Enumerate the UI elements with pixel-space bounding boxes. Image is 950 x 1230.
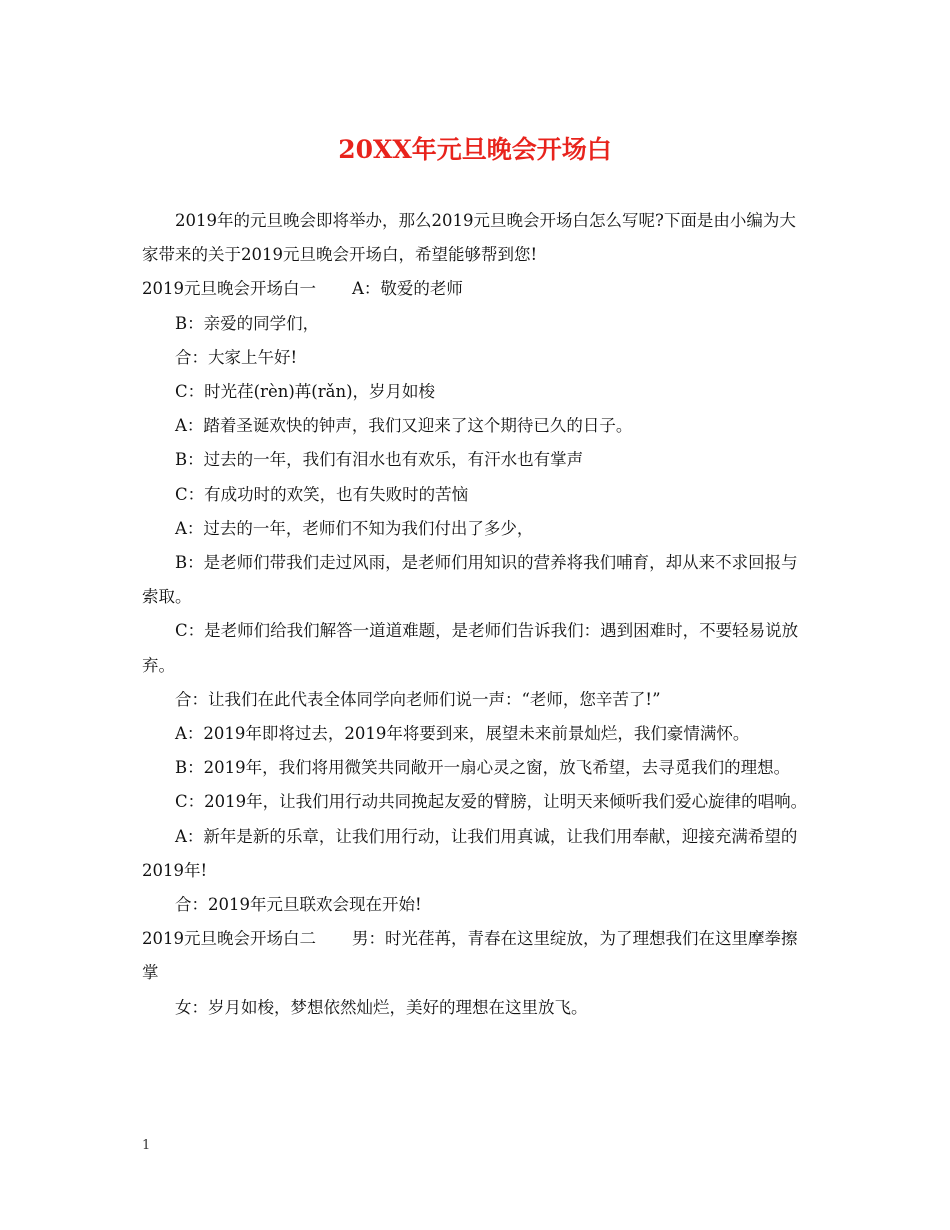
- dialogue-line: C：时光荏(rèn)苒(rǎn)，岁月如梭: [175, 382, 436, 402]
- section-1-first-line: A：敬爱的老师: [352, 279, 463, 299]
- section-1-heading: 2019元旦晚会开场白一: [142, 279, 316, 299]
- page-number: 1: [142, 1138, 151, 1153]
- dialogue-line: A：过去的一年，老师们不知为我们付出了多少，: [175, 518, 534, 538]
- document-title: 20XX年元旦晚会开场白: [338, 135, 612, 164]
- dialogue-line: A：踏着圣诞欢快的钟声，我们又迎来了这个期待已久的日子。: [175, 416, 633, 436]
- dialogue-line: A：2019年即将过去，2019年将要到来，展望未来前景灿烂，我们豪情满怀。: [175, 724, 750, 744]
- dialogue-line: A：新年是新的乐章，让我们用行动，让我们用真诚，让我们用奉献，迎接充满希望的2019年!: [142, 826, 798, 880]
- dialogue-line: B：是老师们带我们走过风雨，是老师们用知识的营养将我们哺育，却从来不求回报与索取。: [142, 553, 798, 607]
- document-body: [142, 204, 812, 1025]
- dialogue-line: B：2019年，我们将用微笑共同敞开一扇心灵之窗，放飞希望，去寻觅我们的理想。: [175, 758, 791, 778]
- dialogue-line: C：2019年，让我们用行动共同挽起友爱的臂膀，让明天来倾听我们爱心旋律的唱响。: [175, 792, 808, 812]
- dialogue-line: C：有成功时的欢笑，也有失败时的苦恼: [175, 484, 469, 504]
- dialogue-line: 合：让我们在此代表全体同学向老师们说一声：“老师，您辛苦了!”: [175, 689, 661, 709]
- dialogue-line: B：亲爱的同学们，: [175, 313, 320, 333]
- section-2-first-line: 男：时光荏苒，青春在这里绽放，为了理想我们在这里摩拳擦掌: [142, 929, 798, 983]
- dialogue-line: B：过去的一年，我们有泪水也有欢乐，有汗水也有掌声: [175, 450, 584, 470]
- dialogue-line: 女：岁月如梭，梦想依然灿烂，美好的理想在这里放飞。: [175, 997, 588, 1017]
- section-1-heading-line: [142, 272, 812, 306]
- section-2-heading-line: [142, 922, 812, 990]
- dialogue-line: 合：大家上午好!: [175, 347, 298, 367]
- dialogue-line: C：是老师们给我们解答一道道难题，是老师们告诉我们：遇到困难时，不要轻易说放弃。: [142, 621, 799, 675]
- dialogue-line: 合：2019年元旦联欢会现在开始!: [175, 895, 422, 915]
- intro-paragraph: 2019年的元旦晚会即将举办，那么2019元旦晚会开场白怎么写呢?下面是由小编为大家带来的关于2019元旦晚会开场白，希望能够帮到您!: [142, 211, 796, 265]
- section-2-heading: 2019元旦晚会开场白二: [142, 929, 316, 949]
